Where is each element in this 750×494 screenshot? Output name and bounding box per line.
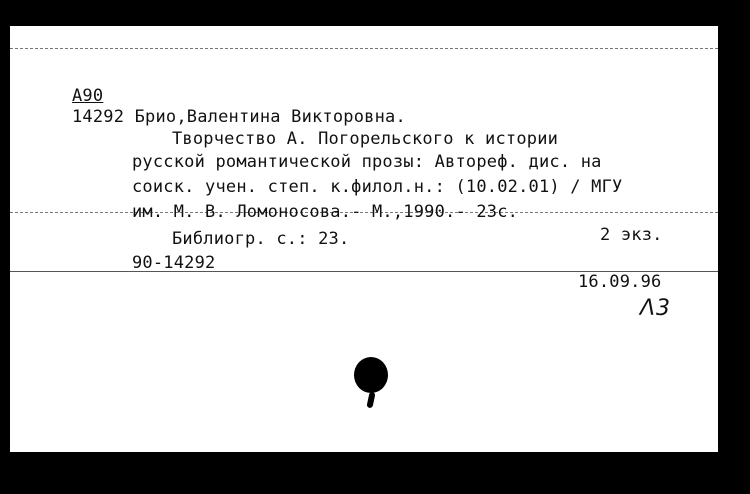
title-line-3: соиск. учен. степ. к.филол.н.: (10.02.01) / МГУ: [132, 177, 623, 197]
accession-and-author: 14292 Брио,Валентина Викторовна.: [72, 107, 406, 127]
punch-hole-tear: [366, 392, 375, 409]
date-stamp: 16.09.96: [578, 272, 662, 292]
handwritten-initials: Λ3: [640, 296, 672, 321]
copies-count: 2 экз.: [600, 225, 663, 245]
title-line-2: русской романтической прозы: Автореф. дис. на: [132, 152, 602, 172]
title-line-1: Творчество А. Погорельского к истории: [172, 129, 559, 149]
card-rule-top: [10, 48, 718, 49]
punch-hole: [354, 357, 388, 393]
title-line-4: им. М. В. Ломоносова.- М.,1990.- 23с.: [132, 202, 519, 222]
bibliography-note: Библиогр. с.: 23.: [172, 229, 350, 249]
catalog-card: [10, 26, 718, 452]
call-number: 90-14292: [132, 253, 216, 273]
shelfmark: А90: [72, 86, 104, 106]
